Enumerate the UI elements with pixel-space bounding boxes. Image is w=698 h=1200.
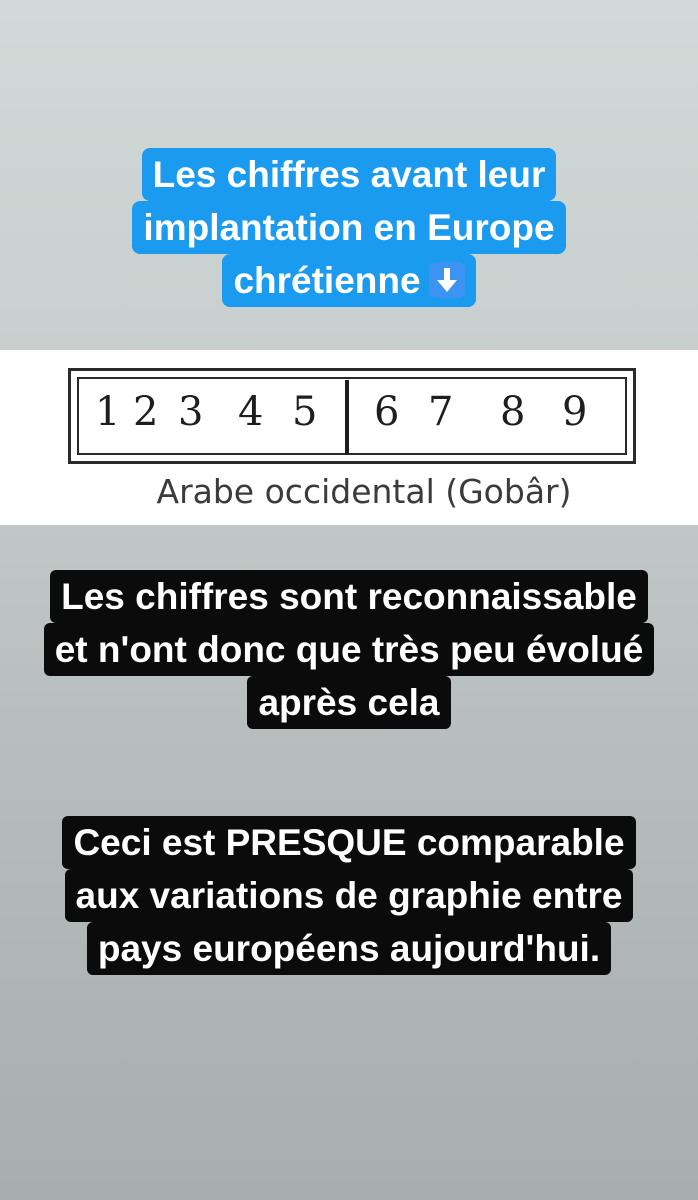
gobar-digit-2: 2 <box>133 389 159 435</box>
down-arrow-emoji-icon <box>429 262 465 298</box>
gobar-digit-9: 9 <box>562 389 588 435</box>
numerals-divider <box>345 380 349 454</box>
note1-line-2: et n'ont donc que très peu évolué <box>44 623 655 676</box>
figure-caption: Arabe occidental (Gobâr) <box>156 472 572 511</box>
note1-line-1: Les chiffres sont reconnaissable <box>50 570 648 623</box>
gobar-digit-8: 8 <box>500 389 526 435</box>
title-caption <box>0 148 698 307</box>
title-line-1: Les chiffres avant leur <box>142 148 557 201</box>
title-line-3: chrétienne <box>222 254 475 307</box>
note-caption-1 <box>0 570 698 729</box>
note-caption-2 <box>0 816 698 975</box>
gobar-digit-1: 1 <box>95 389 121 435</box>
title-line-2: implantation en Europe <box>132 201 565 254</box>
gobar-digit-7: 7 <box>428 389 454 435</box>
gobar-digit-6: 6 <box>374 389 400 435</box>
note2-line-2: aux variations de graphie entre <box>65 869 634 922</box>
note2-line-1: Ceci est PRESQUE comparable <box>62 816 635 869</box>
gobar-digit-5: 5 <box>292 389 318 435</box>
note2-line-3: pays européens aujourd'hui. <box>87 922 611 975</box>
gobar-digit-4: 4 <box>238 389 264 435</box>
gobar-digit-3: 3 <box>178 389 204 435</box>
note1-line-3: après cela <box>247 676 450 729</box>
